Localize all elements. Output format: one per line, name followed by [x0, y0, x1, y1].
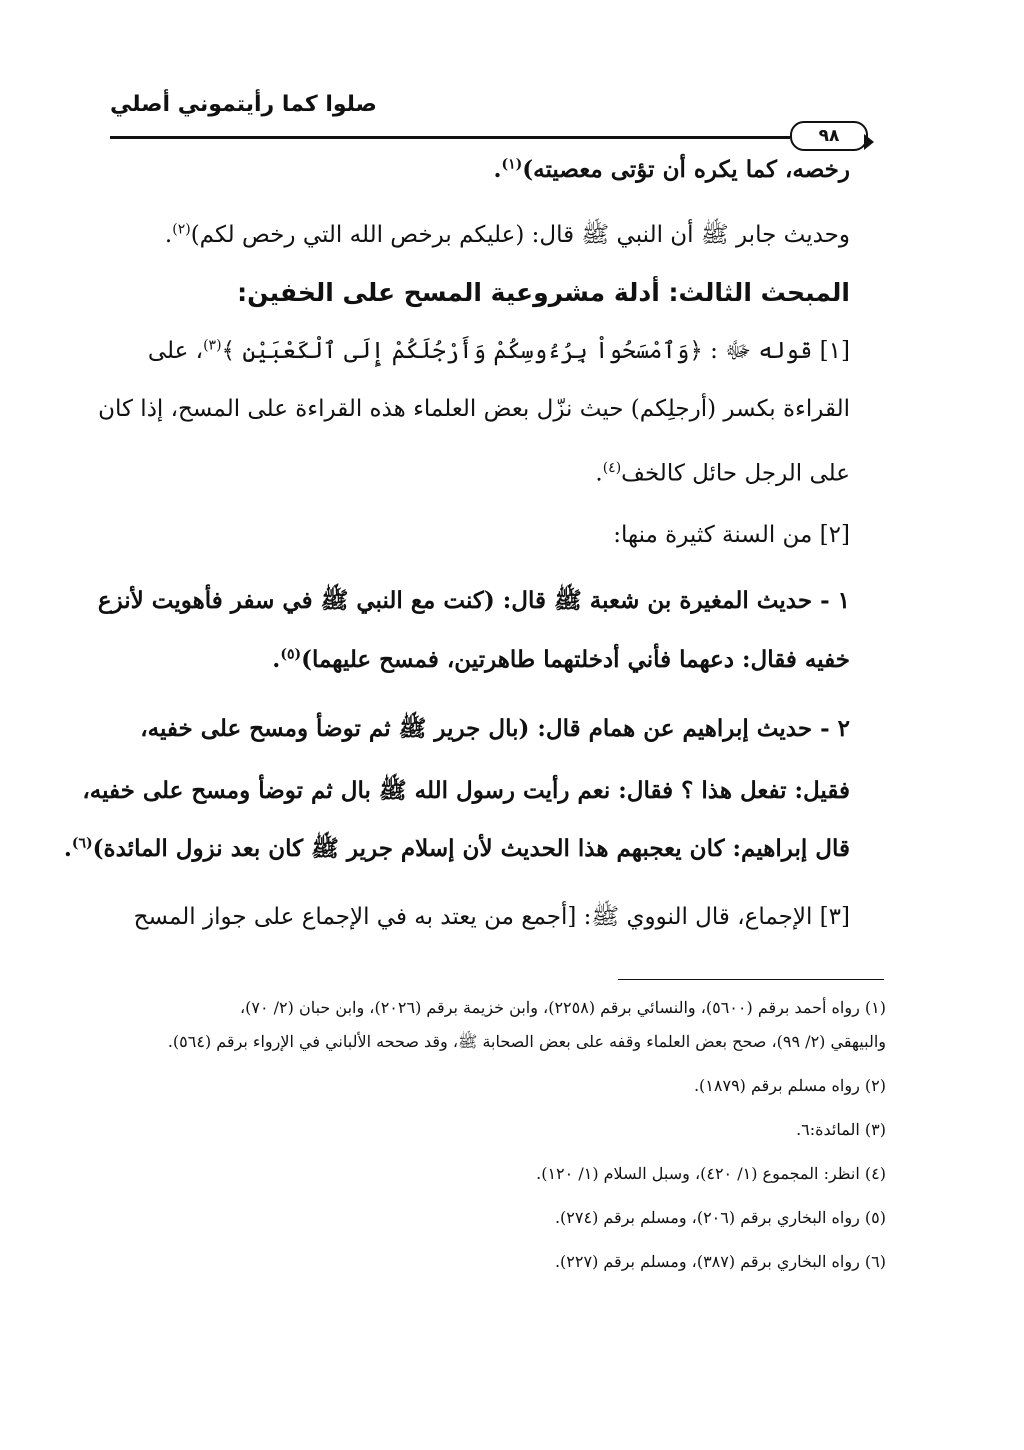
footnote-1-continued: والبيهقي (٢/ ٩٩)، صحح بعض العلماء وقفه على بعض الصحابة ﷺ، وقد صححه الألباني في الإرواء برقم (٥٦٤).: [167, 1032, 886, 1051]
body-line-13: [٣] الإجماع، قال النووي ﷺ: [أجمع من يعتد به في الإجماع على جواز المسح: [133, 904, 850, 930]
footnote-2: (٢) رواه مسلم برقم (١٨٧٩).: [693, 1076, 886, 1095]
footnote-separator: [618, 979, 884, 980]
footnote-4: (٤) انظر: المجموع (١/ ٤٢٠)، وسبل السلام (١/ ١٢٠).: [536, 1164, 886, 1183]
footnote-1: (١) رواه أحمد برقم (٥٦٠٠)، والنسائي برقم (٢٢٥٨)، وابن خزيمة برقم (٢٠٢٦)، وابن حبان (٢/ ٧٠)،: [239, 998, 886, 1017]
body-line-9: خفيه فقال: دعهما فأني أدخلتهما طاهرتين، فمسح عليهما)$^{(٥)}$.: [272, 646, 850, 673]
body-line-2: وحديث جابر ﷺ أن النبي ﷺ قال: (عليكم برخص الله التي رخص لكم)$^{(٢)}$.: [164, 221, 850, 248]
body-line-11: فقيل: تفعل هذا ؟ فقال: نعم رأيت رسول الله ﷺ بال ثم توضأ ومسح على خفيه،: [82, 777, 850, 804]
footnote-3: (٣) المائدة:٦.: [796, 1120, 886, 1139]
footnote-6: (٦) رواه البخاري برقم (٣٨٧)، ومسلم برقم (٢٢٧).: [554, 1252, 886, 1271]
footnote-5: (٥) رواه البخاري برقم (٢٠٦)، ومسلم برقم (٢٧٤).: [554, 1208, 886, 1227]
body-line-6: على الرجل حائل كالخف$^{(٤)}$.: [595, 460, 850, 487]
body-line-4: [١] قوله ﷻ : ﴿وَٱمْسَحُواْ بِرُءُوسِكُمْ وَأَرْجُلَكُمْ إِلَى ٱلْكَعْبَيْنِ ﴾$^{(٣)}$، على: [147, 337, 850, 364]
body-line-1: رخصه، كما يكره أن تؤتى معصيته)$^{(١)}$.: [493, 156, 850, 183]
body-line-8: ١ - حديث المغيرة بن شعبة ﷺ قال: (كنت مع النبي ﷺ في سفر فأهويت لأنزع: [97, 587, 850, 614]
body-line-7: [٢] من السنة كثيرة منها:: [613, 522, 850, 548]
body-line-10: ٢ - حديث إبراهيم عن همام قال: (بال جرير ﷺ ثم توضأ ومسح على خفيه،: [140, 715, 850, 742]
footnotes: [140, 997, 886, 1295]
header-rule: [110, 136, 790, 139]
section-heading: المبحث الثالث: أدلة مشروعية المسح على الخفين:: [237, 278, 850, 307]
running-title: صلوا كما رأيتموني أصلي: [110, 92, 377, 117]
page-number-tab-tail: [864, 134, 874, 150]
page-number: ٩٨: [790, 121, 868, 151]
body-line-12: قال إبراهيم: كان يعجبهم هذا الحديث لأن إسلام جرير ﷺ كان بعد نزول المائدة)$^{(٦)}$.: [63, 835, 850, 862]
body-line-5: القراءة بكسر (أرجلِكم) حيث نزّل بعض العلماء هذه القراءة على المسح، إذا كان: [98, 396, 850, 422]
